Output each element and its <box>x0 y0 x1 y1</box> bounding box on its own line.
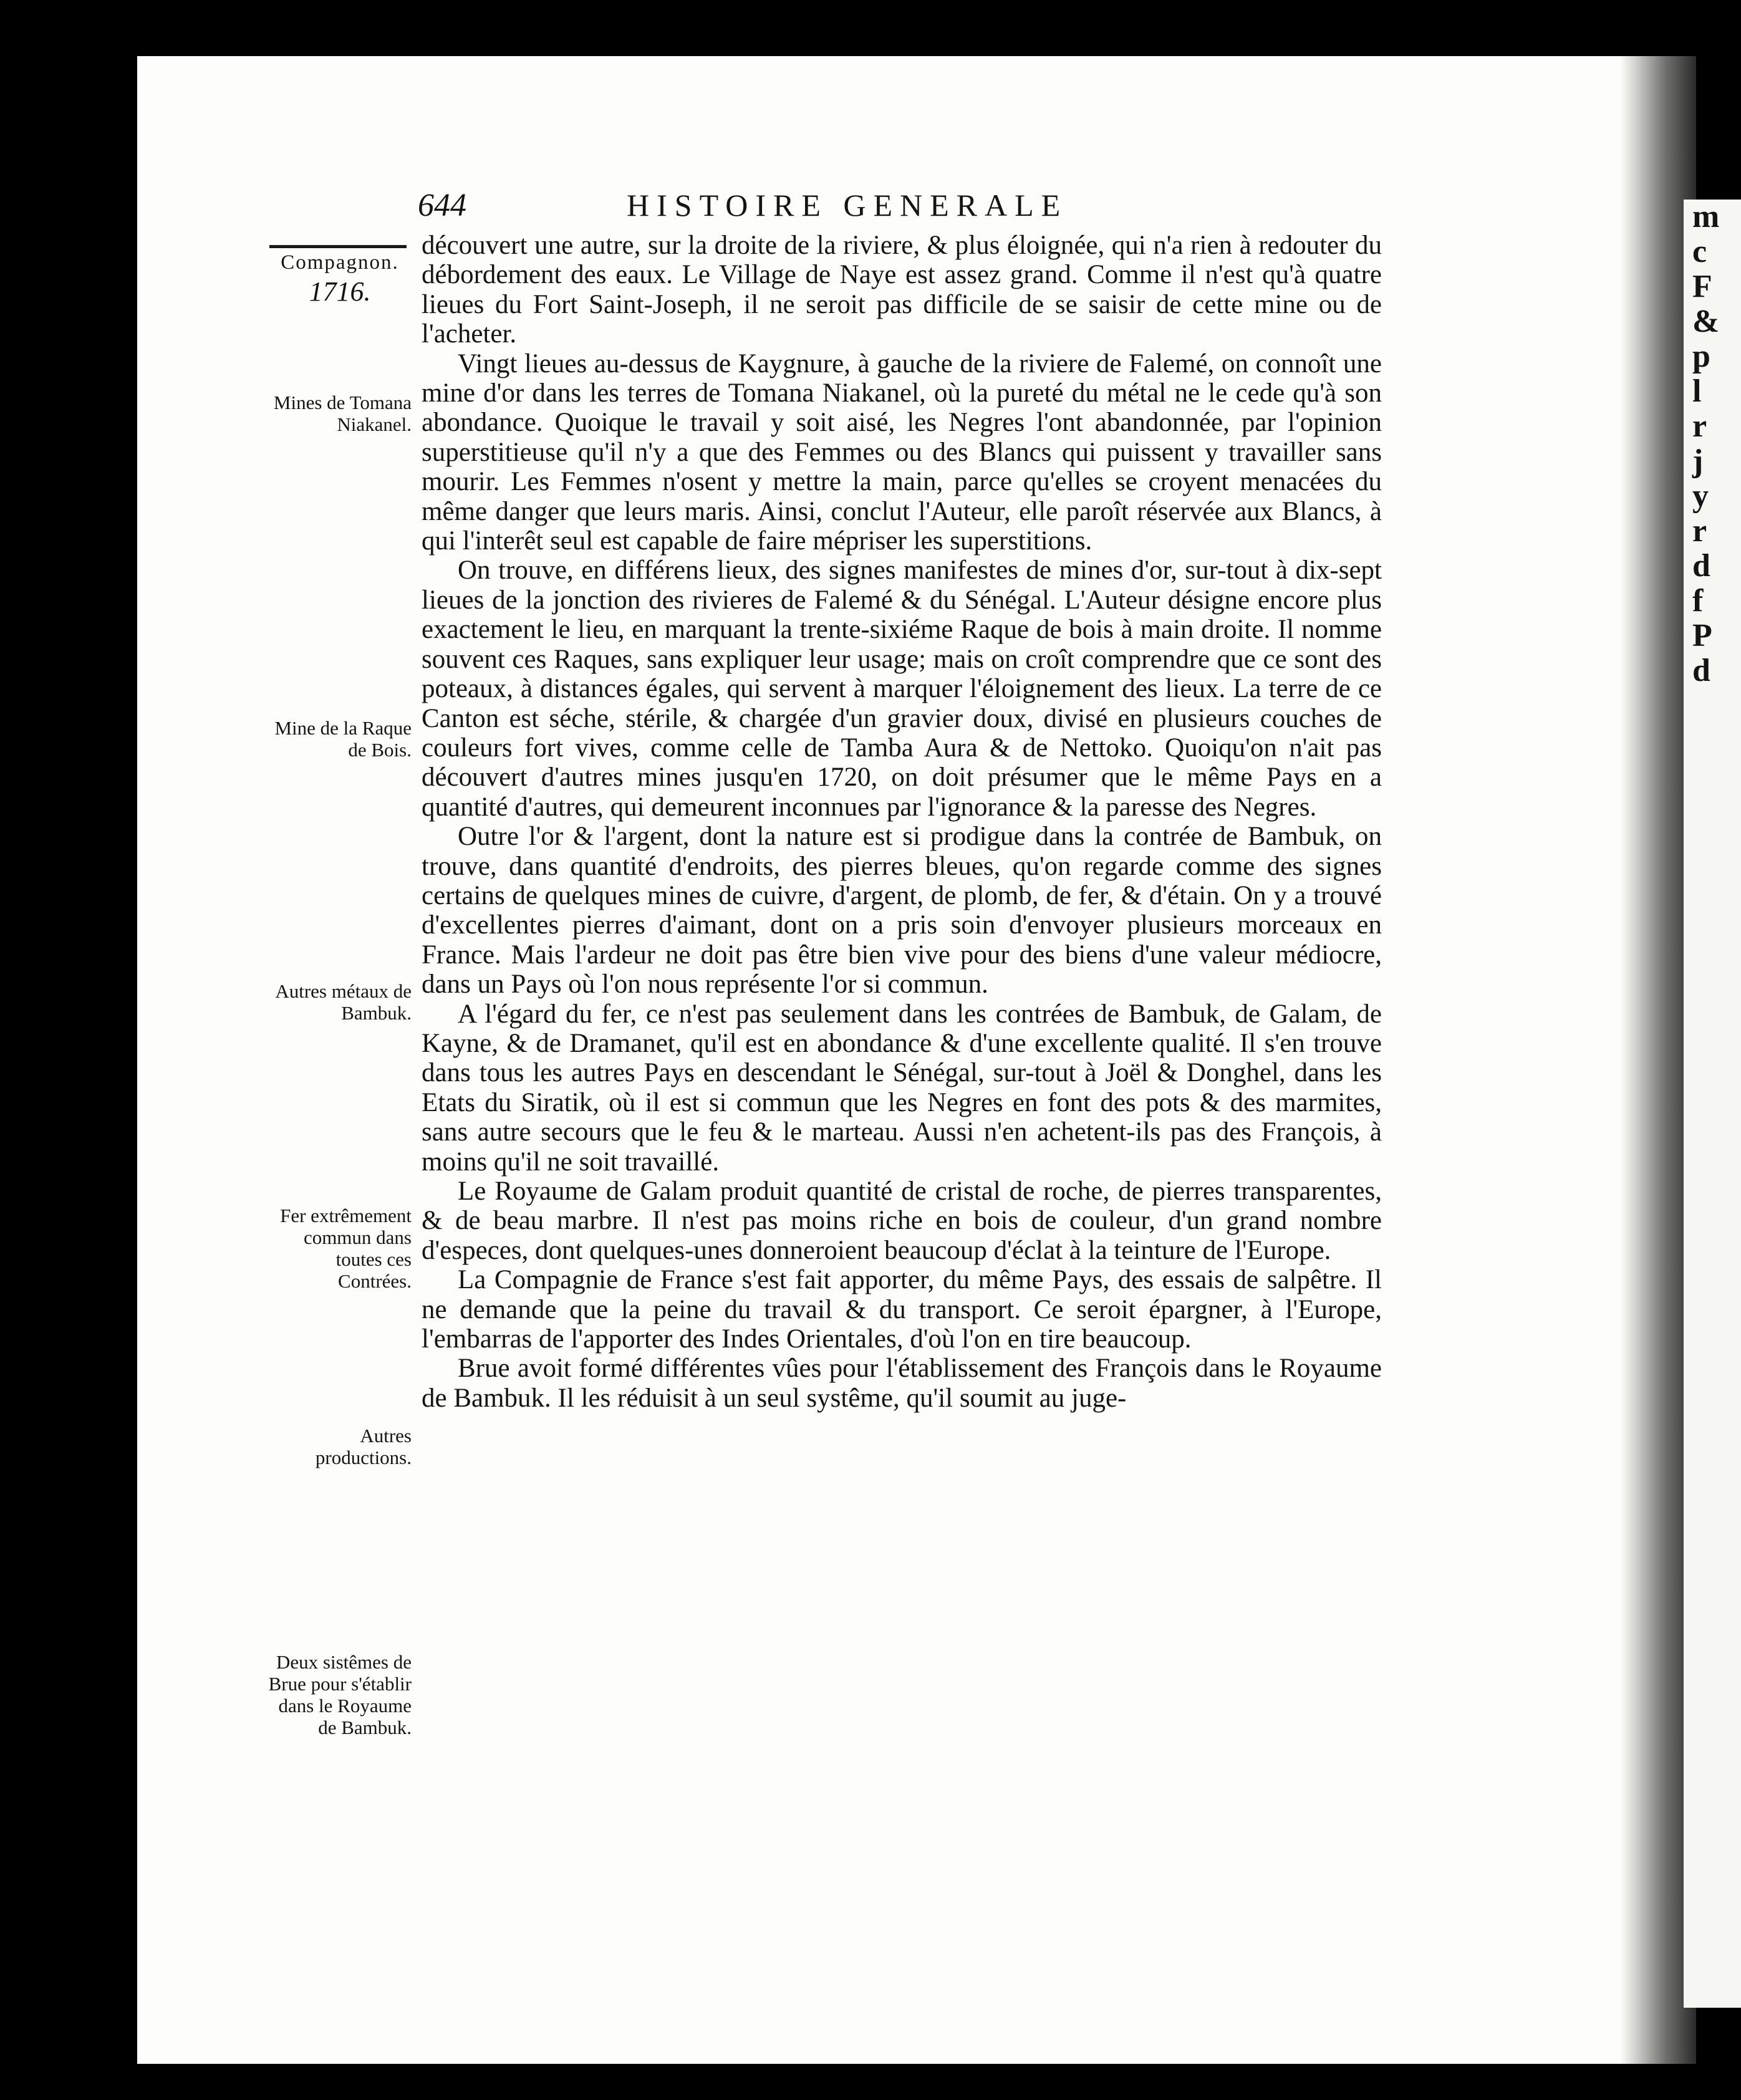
margin-note: Fer extrêmement commun dans toutes ces Contrées. <box>280 1205 412 1292</box>
facing-page-fragment: y <box>1692 478 1709 514</box>
paragraph: A l'égard du fer, ce n'est pas seulement dans les contrées de Bambuk, de Galam, de Kayne, & de Dramanet, qu'il est en abondance & d'une excellente qualité. Il s'en trouve dans tous les autres Pays en descendant le Sénégal, sur-tout à Joël & Donghel, dans les Etats du Siratik, où il est si commun que les Negres en font des pots & des marmites, sans autre secours que le feu & le marteau. Aussi n'en achetent-ils pas des François, à moins qu'il ne soit travaillé. <box>422 999 1382 1177</box>
paragraph: On trouve, en différens lieux, des signes manifestes de mines d'or, sur-tout à dix-sept lieues de la jonction des rivieres de Falemé & du Sénégal. L'Auteur désigne encore plus exactement le lieu, en marquant la trente-sixiéme Raque de bois à main droite. Il nomme souvent ces Raques, sans expliquer leur usage; mais on croît comprendre que ce sont des poteaux, à distances égales, qui servent à marquer l'éloignement des lieux. La terre de ce Canton est séche, stérile, & chargée d'un gravier doux, divisé en plusieurs couches de couleurs fort vives, comme celle de Tamba Aura & de Nettoko. Quoiqu'on n'ait pas découvert d'autres mines jusqu'en 1720, on doit présumer que le même Pays en a quantité d'autres, qui demeurent inconnues par l'ignorance & la paresse des Negres. <box>422 556 1382 822</box>
paragraph: Brue avoit formé différentes vûes pour l'établissement des François dans le Royaume de Bambuk. Il les réduisit à un seul systême, qu'il soumit au juge- <box>422 1354 1382 1413</box>
paragraph: Vingt lieues au-dessus de Kaygnure, à gauche de la riviere de Falemé, on connoît une mine d'or dans les terres de Tomana Niakanel, où la pureté du métal ne le cede qu'à son abondance. Quoique le travail y soit aisé, les Negres l'ont abandonnée, par l'opinion superstitieuse qu'il n'y a que des Femmes ou des Blancs qui puissent y travailler sans mourir. Les Femmes n'osent y mettre la main, parce qu'elles se croyent menacées du même danger que leurs maris. Ainsi, conclut l'Auteur, elle paroît réservée aux Blancs, à qui l'interêt seul est capable de faire mépriser les superstitions. <box>422 349 1382 556</box>
page-number: 644 <box>418 188 466 223</box>
margin-rule <box>269 245 407 248</box>
facing-page-fragment: & <box>1692 304 1720 339</box>
page-header <box>418 187 1203 231</box>
paragraph: découvert une autre, sur la droite de la riviere, & plus éloignée, qui n'a rien à redouter du débordement des eaux. Le Village de Naye est assez grand. Comme il n'est qu'à quatre lieues du Fort Saint-Joseph, il ne seroit pas difficile de se saisir de cette mine ou de l'acheter. <box>422 231 1382 349</box>
facing-page-fragment: c <box>1692 234 1707 269</box>
margin-note: Deux sistêmes de Brue pour s'établir dans le Royaume de Bambuk. <box>268 1651 412 1738</box>
facing-page-edge <box>1684 200 1741 2008</box>
facing-page-fragment: f <box>1692 583 1704 619</box>
body-text <box>422 231 1382 1413</box>
paragraph: La Compagnie de France s'est fait apporter, du même Pays, des essais de salpêtre. Il ne demande que la peine du travail & du transport. Ce seroit épargner, à l'Europe, l'embarras de l'apporter des Indes Orientales, d'où l'on en tire beaucoup. <box>422 1265 1382 1354</box>
margin-note: Autres productions. <box>315 1425 412 1468</box>
facing-page-fragment: F <box>1692 269 1712 304</box>
margin-note: Autres métaux de Bambuk. <box>275 980 412 1024</box>
running-title: HISTOIRE GENERALE <box>627 188 1068 223</box>
margin-side-heading <box>262 251 418 307</box>
facing-page-fragment: r <box>1692 408 1707 444</box>
facing-page-fragment: d <box>1692 653 1710 688</box>
facing-page-fragment: P <box>1692 618 1712 653</box>
side-heading-company: Compagnon. <box>281 251 399 274</box>
facing-page-fragment: m <box>1692 200 1720 234</box>
facing-page-fragment: r <box>1692 513 1707 549</box>
margin-note: Mines de Tomana Niakanel. <box>273 392 412 435</box>
facing-page-fragment: j <box>1692 443 1704 479</box>
paragraph: Le Royaume de Galam produit quantité de cristal de roche, de pierres transparentes, & de beau marbre. Il n'est pas moins riche en bois de couleur, d'un grand nombre d'especes, dont quelques-unes donneroient beaucoup d'éclat à la teinture de l'Europe. <box>422 1177 1382 1265</box>
facing-page-fragment: d <box>1692 548 1710 584</box>
side-heading-year: 1716. <box>309 276 371 307</box>
facing-page-fragment: l <box>1692 373 1702 409</box>
paragraph: Outre l'or & l'argent, dont la nature est si prodigue dans la contrée de Bambuk, on trouve, dans quantité d'endroits, des pierres bleues, qu'on regarde comme des signes certains de quelques mines de cuivre, d'argent, de plomb, de fer, & d'étain. On y a trouvé d'excellentes pierres d'aimant, dont on a pris soin d'envoyer plusieurs morceaux en France. Mais l'ardeur ne doit pas être bien vive pour des biens d'une valeur médiocre, dans un Pays où l'on nous représente l'or si commun. <box>422 822 1382 999</box>
facing-page-fragment: p <box>1692 339 1710 374</box>
margin-note: Mine de la Raque de Bois. <box>274 717 412 761</box>
